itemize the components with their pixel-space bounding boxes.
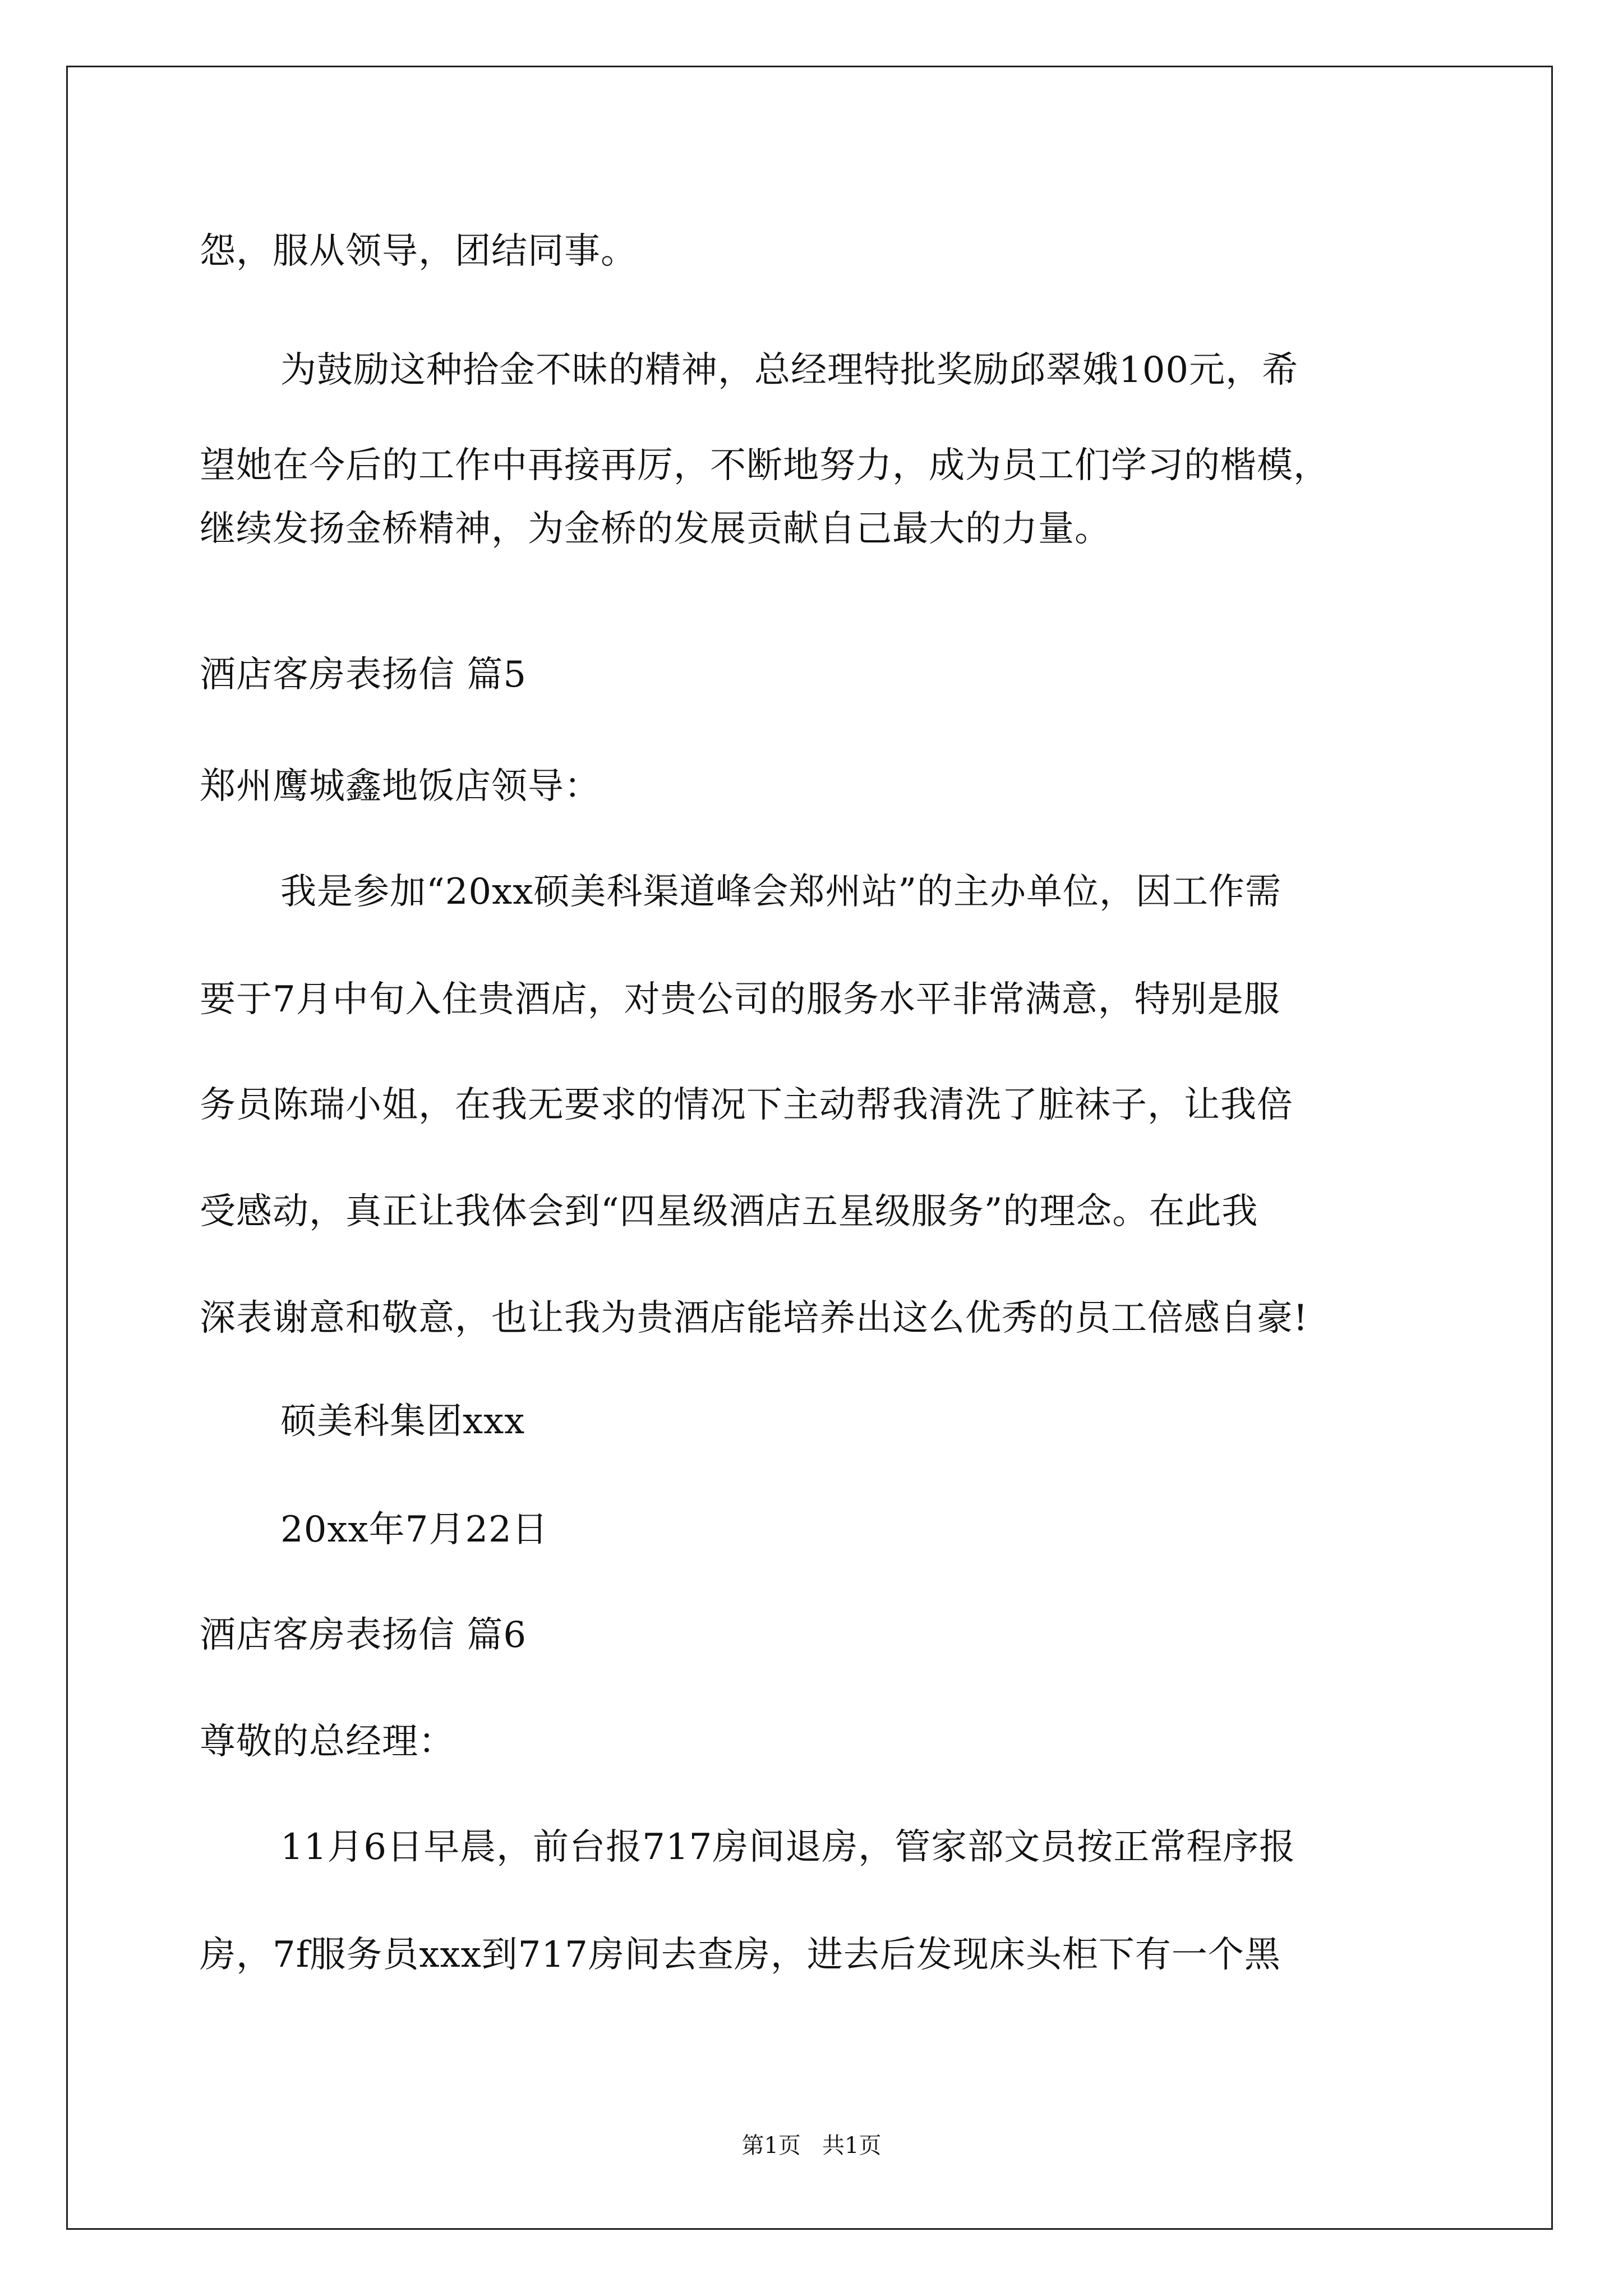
paragraph-line: 11月6日早晨，前台报717房间退房，管家部文员按正常程序报 <box>280 1826 1296 1868</box>
paragraph-line: 继续发扬金桥精神，为金桥的发展贡献自己最大的力量。 <box>200 508 1111 550</box>
salutation: 郑州鹰城鑫地饭店领导： <box>200 766 601 807</box>
paragraph-line: 望她在今后的工作中再接再厉，不断地努力，成为员工们学习的楷模， <box>200 445 1330 486</box>
signature: 硕美科集团xxx <box>280 1401 525 1442</box>
paragraph-line: 怨，服从领导，团结同事。 <box>200 231 637 272</box>
paragraph-line: 我是参加“20xx硕美科渠道峰会郑州站”的主办单位，因工作需 <box>280 871 1282 913</box>
paragraph-line: 要于7月中旬入住贵酒店，对贵公司的服务水平非常满意，特别是服 <box>200 979 1280 1020</box>
paragraph-line: 为鼓励这种拾金不昧的精神，总经理特批奖励邱翠娥100元，希 <box>280 349 1299 391</box>
paragraph-line: 深表谢意和敬意，也让我为贵酒店能培养出这么优秀的员工倍感自豪! <box>200 1297 1308 1339</box>
paragraph-line: 房，7f服务员xxx到717房间去查房，进去后发现床头柜下有一个黑 <box>200 1934 1281 1976</box>
section-heading: 酒店客房表扬信 篇5 <box>200 654 527 696</box>
paragraph-line: 受感动，真正让我体会到“四星级酒店五星级服务”的理念。在此我 <box>200 1191 1258 1232</box>
date: 20xx年7月22日 <box>280 1509 548 1550</box>
section-heading: 酒店客房表扬信 篇6 <box>200 1614 527 1656</box>
page-footer: 第1页 共1页 <box>741 2133 882 2159</box>
salutation: 尊敬的总经理： <box>200 1721 455 1763</box>
paragraph-line: 务员陈瑞小姐，在我无要求的情况下主动帮我清洗了脏袜子，让我倍 <box>200 1084 1293 1126</box>
